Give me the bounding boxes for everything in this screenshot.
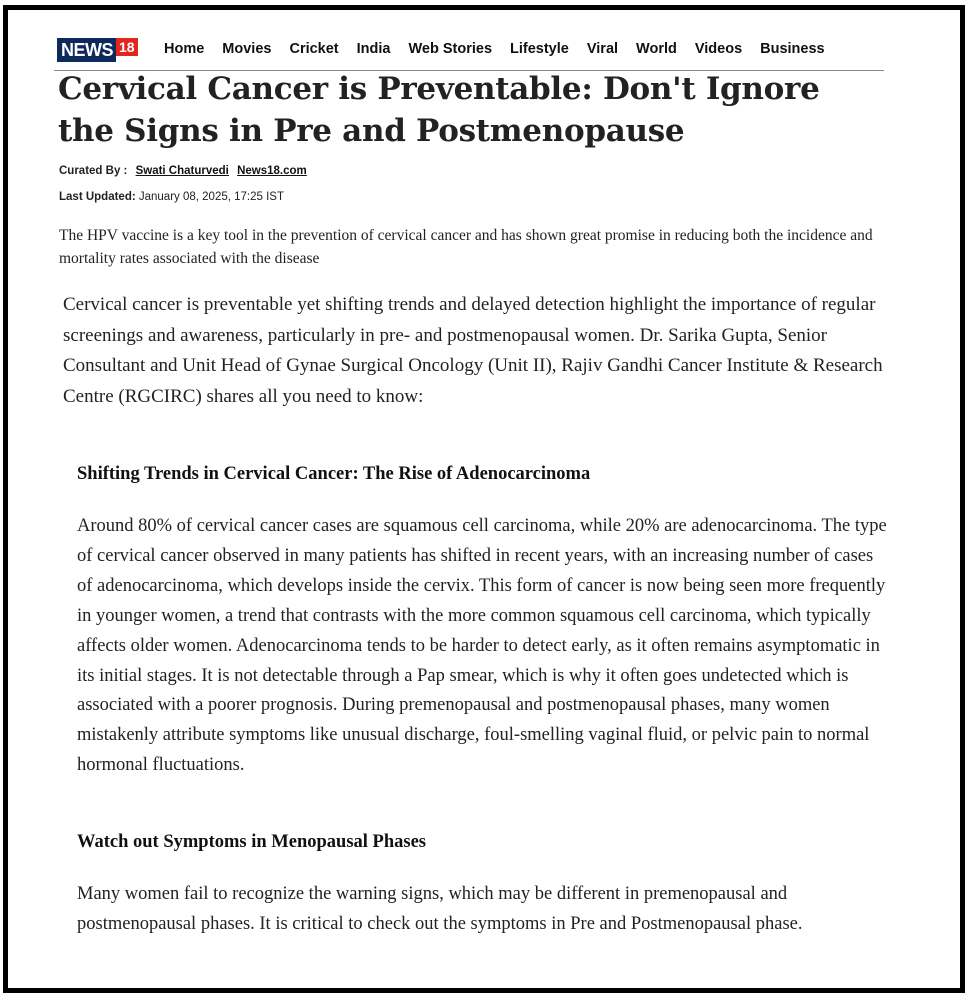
news18-logo[interactable] <box>57 38 138 62</box>
section-heading-symptoms: Watch out Symptoms in Menopausal Phases <box>77 832 426 852</box>
top-navigation <box>54 30 884 71</box>
article-summary: The HPV vaccine is a key tool in the prevention of cervical cancer and has shown great promise in reducing both the incidence and mortality rates associated with the disease <box>59 227 873 267</box>
screenshot-frame <box>3 5 965 993</box>
last-updated <box>59 191 284 203</box>
logo-number: 18 <box>116 38 138 56</box>
last-updated-value: January 08, 2025, 17:25 IST <box>138 191 285 203</box>
nav-item-business[interactable]: Business <box>760 41 825 57</box>
nav-item-videos[interactable]: Videos <box>694 41 743 57</box>
section-body-adenocarcinoma: Around 80% of cervical cancer cases are squamous cell carcinoma, while 20% are adenocarcinoma. The type of cervical cancer observed in many patients has shifted in recent years, with an increasing number of cases of adenocarcinoma, which develops inside the cervix. This form of cancer is now being seen more frequently in younger women, a trend that contrasts with the more common squamous cell carcinoma, which typically affects older women. Adenocarcinoma tends to be harder to detect early, as it often remains asymptomatic in its initial stages. It is not detectable through a Pap smear, which is why it often goes undetected which is associated with a poorer prognosis. During premenopausal and postmenopausal phases, many women mistakenly attribute symptoms like unusual discharge, foul-smelling vaginal fluid, or pelvic pain to normal hormonal fluctuations. <box>77 516 887 776</box>
author-link[interactable]: Swati Chaturvedi <box>135 165 229 177</box>
nav-item-web-stories[interactable]: Web Stories <box>408 41 493 57</box>
article-intro: Cervical cancer is preventable yet shifting trends and delayed detection highlight the importance of regular screenings and awareness, particularly in pre- and postmenopausal women. Dr. Sarika Gupta, Senior Consultant and Unit Head of Gynae Surgical Oncology (Unit II), Rajiv Gandhi Cancer Institute & Research Centre (RGCIRC) shares all you need to know: <box>63 294 883 407</box>
nav-item-lifestyle[interactable]: Lifestyle <box>510 41 569 57</box>
source-link[interactable]: News18.com <box>237 165 307 177</box>
nav-menu <box>164 41 843 57</box>
nav-item-india[interactable]: India <box>356 41 391 57</box>
article-headline: Cervical Cancer is Preventable: Don't Ignore the Signs in Pre and Postmenopause <box>58 71 820 149</box>
nav-item-movies[interactable]: Movies <box>222 41 272 57</box>
logo-text: NEWS <box>57 38 116 62</box>
section-body-symptoms: Many women fail to recognize the warning signs, which may be different in premenopausal and postmenopausal phases. It is critical to check out the symptoms in Pre and Postmenopausal phase. <box>77 884 803 934</box>
section-heading-adenocarcinoma: Shifting Trends in Cervical Cancer: The Rise of Adenocarcinoma <box>77 464 591 484</box>
last-updated-label: Last Updated: <box>59 191 136 203</box>
nav-item-world[interactable]: World <box>636 41 677 57</box>
curated-by-label: Curated By : <box>59 165 128 177</box>
byline <box>59 165 307 177</box>
nav-item-cricket[interactable]: Cricket <box>289 41 339 57</box>
nav-item-home[interactable]: Home <box>164 41 205 57</box>
nav-item-viral[interactable]: Viral <box>586 41 619 57</box>
